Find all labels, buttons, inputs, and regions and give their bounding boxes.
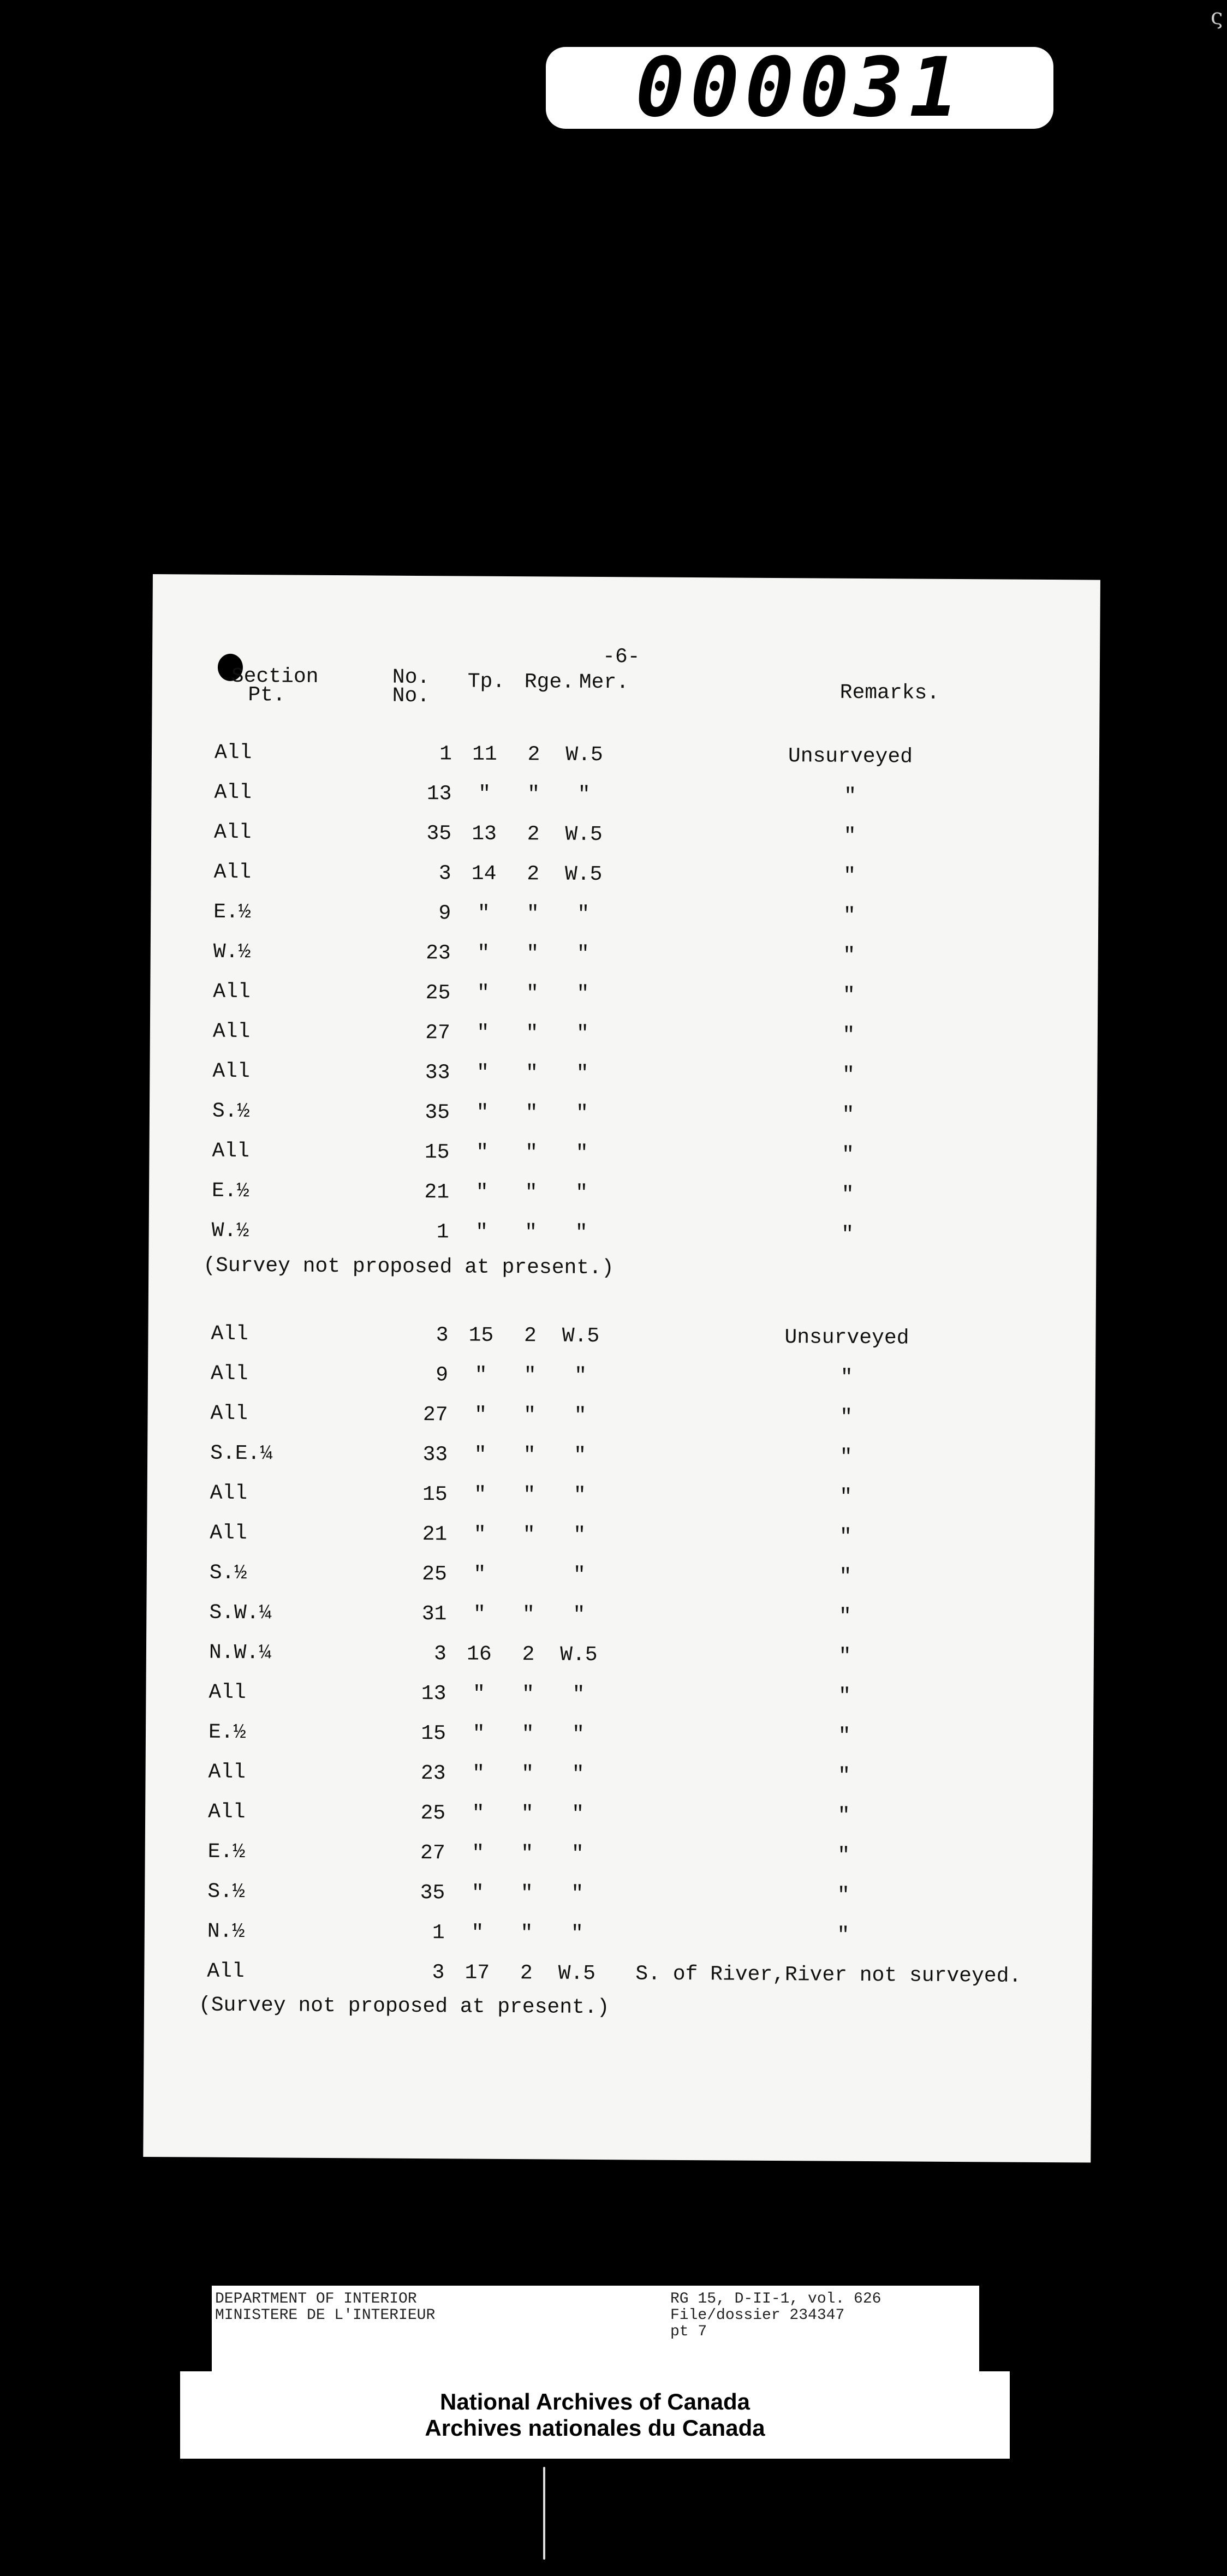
cell-rge: "	[521, 1842, 534, 1866]
label-ref-3: pt 7	[670, 2323, 707, 2340]
table-row	[147, 1561, 1094, 1600]
cell-no: 15	[421, 1722, 446, 1746]
cell-section-pt: All	[210, 1521, 247, 1546]
cell-rge: 2	[527, 862, 540, 886]
cell-tp: "	[472, 1722, 485, 1746]
cell-section-pt: S.½	[209, 1561, 247, 1585]
cell-mer: W.5	[560, 1643, 598, 1667]
table-row	[152, 741, 1099, 779]
cell-no: 3	[433, 1642, 447, 1666]
cell-rge: "	[520, 1882, 533, 1906]
cell-remarks: "	[843, 824, 856, 848]
cell-tp: 15	[468, 1323, 494, 1347]
cell-no: 25	[422, 1563, 447, 1587]
cell-mer: "	[573, 1563, 586, 1587]
survey-note-1: (Survey not proposed at present.)	[203, 1254, 614, 1280]
cell-tp: "	[472, 1682, 486, 1706]
cell-rge: 2	[520, 1961, 533, 1985]
frame-number: 000031	[546, 47, 1053, 129]
table-row	[150, 1099, 1097, 1138]
cell-tp: "	[474, 1363, 487, 1387]
cell-no: 3	[436, 1323, 449, 1347]
archives-en: National Archives of Canada	[440, 2389, 750, 2414]
cell-remarks: "	[838, 1724, 851, 1748]
cell-no: 25	[425, 981, 451, 1005]
table-row	[146, 1680, 1093, 1719]
cell-section-pt: All	[213, 980, 251, 1004]
cell-no: 1	[436, 1220, 449, 1244]
cell-remarks: "	[839, 1565, 852, 1589]
cell-no: 23	[420, 1762, 446, 1786]
cell-remarks: "	[838, 1605, 851, 1629]
cell-tp: "	[475, 1220, 489, 1244]
cell-mer: "	[573, 1483, 586, 1507]
cell-no: 35	[420, 1881, 445, 1905]
cell-no: 35	[425, 1101, 450, 1125]
cell-mer: W.5	[565, 743, 603, 767]
cell-section-pt: All	[212, 1059, 250, 1084]
cell-rge: "	[527, 783, 540, 807]
cell-rge: "	[525, 1221, 538, 1245]
cell-tp: 17	[464, 1961, 490, 1985]
cell-tp: "	[474, 1443, 487, 1467]
cell-mer: "	[577, 783, 591, 807]
cell-tp: 11	[472, 742, 497, 766]
header-mer: Mer.	[579, 670, 629, 695]
cell-rge: 2	[527, 822, 540, 846]
cell-rge: "	[526, 942, 539, 966]
cell-tp: "	[476, 981, 490, 1005]
cell-section-pt: All	[212, 1019, 251, 1044]
cell-mer: "	[574, 1444, 587, 1468]
cell-mer: "	[576, 1022, 589, 1046]
table-row	[148, 1362, 1095, 1400]
cell-tp: "	[476, 1101, 489, 1125]
cell-mer: "	[571, 1762, 585, 1786]
archive-label	[212, 2286, 979, 2373]
survey-note-2: (Survey not proposed at present.)	[198, 1993, 610, 2020]
cell-remarks: "	[838, 1644, 851, 1668]
header-no: No. No.	[392, 665, 430, 708]
cell-rge: "	[520, 1922, 533, 1946]
cell-remarks: "	[841, 1223, 854, 1247]
cell-rge: "	[523, 1404, 537, 1428]
cell-remarks: "	[840, 1365, 853, 1390]
cell-section-pt: S.E.¼	[210, 1441, 273, 1466]
cell-no: 15	[422, 1483, 448, 1507]
cell-mer: "	[570, 1922, 583, 1946]
cell-mer: W.5	[562, 1324, 600, 1349]
cell-tp: "	[478, 782, 491, 806]
cell-mer: W.5	[565, 822, 603, 847]
cell-remarks: "	[838, 1764, 851, 1788]
header-rge: Rge.	[524, 670, 575, 694]
table-row	[151, 780, 1099, 819]
cell-no: 3	[438, 862, 451, 886]
cell-remarks: Unsurveyed	[788, 744, 913, 769]
cell-tp: "	[473, 1602, 486, 1626]
table-row	[147, 1441, 1095, 1480]
cell-rge: "	[521, 1762, 534, 1786]
cell-rge: "	[521, 1683, 535, 1707]
cell-mer: "	[571, 1802, 585, 1826]
table-row	[150, 1059, 1097, 1098]
header-section-pt: Section Pt.	[231, 664, 319, 707]
cell-remarks: "	[839, 1525, 852, 1549]
cell-remarks: "	[837, 1844, 850, 1868]
cell-section-pt: N.W.¼	[209, 1641, 272, 1665]
cell-mer: "	[576, 1062, 589, 1086]
cell-mer: "	[571, 1882, 584, 1906]
table-row	[147, 1481, 1094, 1520]
cell-tp: "	[477, 902, 490, 926]
cell-no: 21	[424, 1180, 450, 1204]
cell-rge: "	[525, 1101, 538, 1125]
table-row	[151, 820, 1099, 859]
cell-mer: "	[575, 1221, 588, 1245]
cell-remarks: "	[842, 983, 855, 1007]
cell-no: 13	[426, 782, 452, 806]
cell-remarks: "	[837, 1883, 850, 1907]
cell-remarks: "	[842, 1103, 855, 1127]
cell-rge: "	[525, 1141, 538, 1165]
page-number: -6-	[602, 645, 640, 669]
cell-remarks: "	[839, 1485, 853, 1509]
cell-section-pt: All	[209, 1680, 247, 1705]
corner-mark: ς	[1211, 4, 1223, 29]
cell-no: 27	[425, 1021, 451, 1045]
table-row	[147, 1402, 1095, 1440]
cell-section-pt: All	[210, 1362, 248, 1386]
cell-no: 15	[424, 1141, 450, 1165]
cell-remarks: "	[843, 784, 857, 808]
cell-no: 27	[422, 1403, 448, 1427]
cell-tp: "	[475, 1180, 489, 1204]
cell-no: 1	[432, 1921, 445, 1945]
cell-mer: "	[576, 982, 589, 1006]
cell-rge: "	[523, 1483, 536, 1507]
cell-mer: "	[575, 1141, 588, 1165]
cell-section-pt: All	[213, 820, 252, 845]
cell-section-pt: All	[207, 1959, 245, 1984]
cell-tp: "	[477, 941, 490, 965]
table-row	[150, 980, 1098, 1018]
cell-tp: "	[472, 1762, 485, 1786]
table-row	[149, 1179, 1097, 1218]
cell-rge: 2	[523, 1324, 537, 1348]
cell-no: 1	[439, 742, 452, 766]
cell-no: 13	[421, 1682, 446, 1706]
cell-remarks: "	[838, 1684, 851, 1708]
cell-remarks: S. of River,River not surveyed.	[635, 1962, 1022, 1988]
cell-tp: "	[476, 1061, 489, 1085]
header-remarks: Remarks.	[839, 681, 940, 705]
table-row	[145, 1800, 1093, 1839]
cell-remarks: "	[842, 1063, 855, 1087]
cell-mer: "	[571, 1722, 585, 1746]
cell-section-pt: S.½	[212, 1099, 250, 1124]
cell-tp: "	[474, 1483, 487, 1507]
cell-rge: "	[526, 982, 539, 1006]
cell-no: 9	[436, 1363, 449, 1387]
cell-section-pt: W.½	[211, 1219, 249, 1243]
table-row	[149, 1139, 1097, 1178]
cell-tp: "	[471, 1921, 484, 1945]
label-ref-2: File/dossier 234347	[670, 2307, 845, 2324]
cell-tp: "	[472, 1841, 485, 1865]
table-row	[144, 1959, 1092, 1998]
table-row	[151, 860, 1098, 899]
table-row	[147, 1521, 1094, 1560]
cell-tp: "	[473, 1523, 486, 1547]
cell-rge: "	[522, 1523, 535, 1547]
cell-section-pt: All	[213, 860, 252, 885]
cell-rge: 2	[527, 743, 540, 767]
cell-remarks: "	[837, 1804, 850, 1828]
cell-remarks: "	[841, 1143, 855, 1167]
cell-mer: W.5	[564, 862, 603, 887]
cell-rge: "	[526, 1022, 539, 1046]
cell-tp: "	[475, 1141, 489, 1165]
cell-remarks: "	[843, 864, 856, 888]
cell-no: 31	[421, 1602, 447, 1626]
cell-remarks: "	[839, 1445, 853, 1469]
table-row	[145, 1919, 1092, 1958]
label-dept-fr: MINISTERE DE L'INTERIEUR	[215, 2307, 436, 2324]
cell-mer: "	[575, 1101, 589, 1125]
cell-mer: "	[572, 1683, 585, 1707]
cell-section-pt: N.½	[207, 1919, 245, 1944]
table-row	[151, 900, 1098, 939]
cell-rge: "	[521, 1722, 534, 1746]
cell-section-pt: All	[214, 741, 252, 765]
cell-section-pt: All	[214, 780, 252, 805]
cell-no: 3	[432, 1961, 445, 1985]
cell-no: 33	[425, 1061, 450, 1085]
cell-rge: "	[522, 1603, 535, 1627]
cell-mer: "	[574, 1404, 587, 1428]
cell-section-pt: E.½	[213, 900, 251, 925]
cell-tp: 16	[466, 1642, 492, 1666]
table-row	[148, 1322, 1095, 1361]
cell-remarks: Unsurveyed	[784, 1326, 909, 1350]
cell-remarks: "	[843, 904, 856, 928]
cell-mer: "	[573, 1523, 586, 1547]
cell-remarks: "	[840, 1405, 853, 1429]
cell-no: 27	[420, 1841, 445, 1865]
archives-fr: Archives nationales du Canada	[425, 2415, 765, 2441]
cell-section-pt: E.½	[211, 1179, 249, 1203]
cell-rge: "	[526, 902, 539, 926]
cell-section-pt: All	[212, 1139, 250, 1164]
table-row	[151, 940, 1098, 979]
cell-remarks: "	[842, 1023, 855, 1047]
cell-tp: "	[474, 1403, 487, 1427]
table-row	[148, 1219, 1096, 1257]
cell-section-pt: S.W.¼	[209, 1601, 272, 1625]
label-ref-1: RG 15, D-II-1, vol. 626	[670, 2291, 881, 2307]
film-scratch	[543, 2467, 545, 2560]
table-row	[145, 1760, 1093, 1799]
cell-rge: "	[523, 1444, 536, 1468]
table-row	[150, 1019, 1098, 1058]
cell-tp: 14	[471, 862, 497, 886]
cell-section-pt: All	[208, 1800, 246, 1824]
cell-rge: "	[525, 1062, 538, 1086]
cell-remarks: "	[841, 1183, 854, 1207]
cell-no: 33	[422, 1443, 448, 1467]
cell-mer: "	[575, 1181, 588, 1205]
cell-rge: "	[523, 1364, 537, 1388]
cell-no: 35	[426, 822, 452, 846]
cell-remarks: "	[837, 1923, 850, 1947]
cell-mer: "	[576, 942, 589, 966]
archives-banner	[180, 2371, 1010, 2459]
table-row	[146, 1641, 1094, 1679]
cell-section-pt: All	[210, 1402, 248, 1426]
cell-no: 21	[422, 1523, 448, 1547]
cell-section-pt: S.½	[207, 1880, 245, 1904]
document-page	[143, 574, 1100, 2163]
cell-tp: 13	[472, 822, 497, 846]
header-tp: Tp.	[467, 670, 505, 694]
cell-section-pt: W.½	[213, 940, 251, 964]
cell-no: 25	[420, 1802, 446, 1826]
cell-mer: "	[574, 1364, 587, 1388]
cell-mer: W.5	[558, 1961, 596, 1986]
cell-tp: "	[472, 1802, 485, 1826]
table-row	[146, 1601, 1094, 1639]
cell-section-pt: E.½	[207, 1840, 246, 1864]
cell-rge: "	[525, 1181, 538, 1205]
table-row	[145, 1880, 1092, 1918]
cell-no: 23	[426, 941, 451, 965]
cell-section-pt: All	[210, 1481, 248, 1506]
cell-tp: "	[476, 1021, 490, 1045]
cell-rge: "	[521, 1802, 534, 1826]
cell-tp: "	[473, 1563, 486, 1587]
cell-section-pt: All	[208, 1760, 246, 1785]
cell-tp: "	[471, 1881, 484, 1905]
cell-no: 9	[438, 902, 451, 926]
cell-mer: "	[573, 1603, 586, 1627]
cell-section-pt: All	[211, 1322, 249, 1346]
cell-rge: 2	[522, 1643, 535, 1667]
table-row	[146, 1720, 1093, 1759]
table-row	[145, 1840, 1092, 1879]
cell-section-pt: E.½	[208, 1720, 246, 1745]
label-dept-en: DEPARTMENT OF INTERIOR	[215, 2291, 417, 2307]
cell-mer: "	[577, 902, 590, 926]
cell-mer: "	[571, 1842, 584, 1866]
cell-remarks: "	[843, 944, 856, 968]
